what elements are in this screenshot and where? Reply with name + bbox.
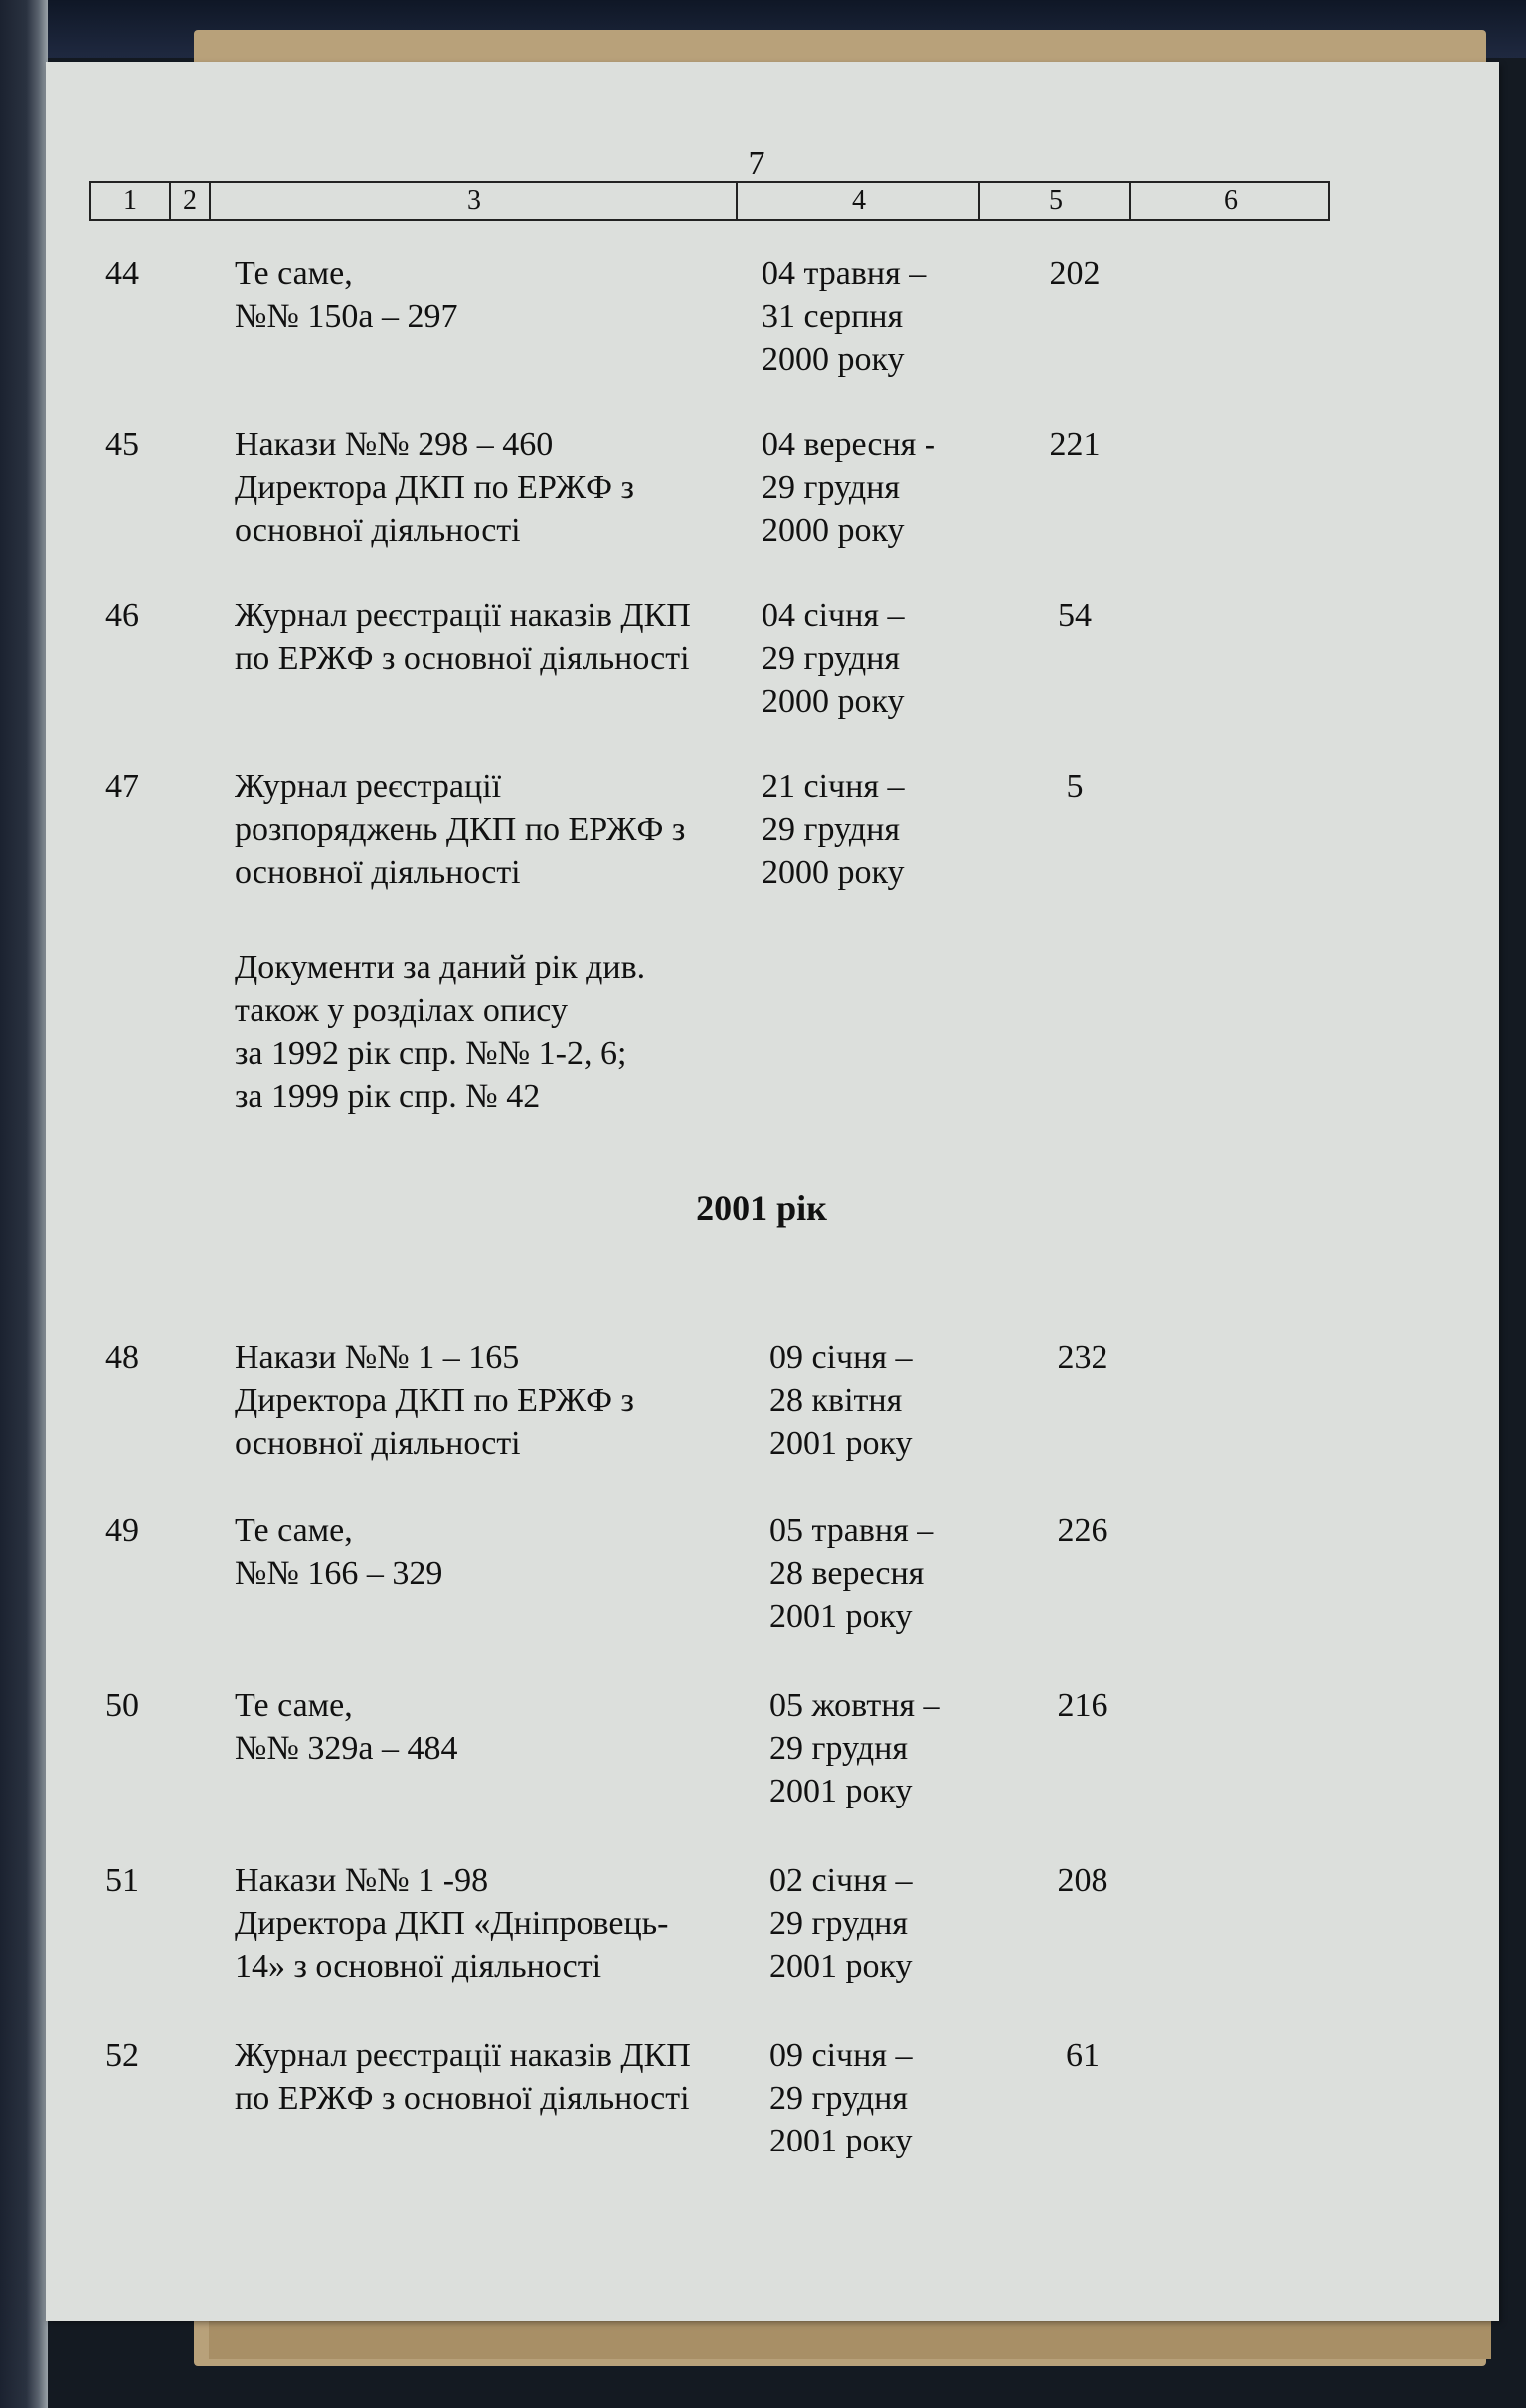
- file-number: 45: [105, 427, 139, 463]
- file-number: 47: [105, 769, 139, 805]
- file-sheet-count: 54: [1058, 598, 1092, 634]
- file-sheet-count: 226: [1057, 1512, 1108, 1549]
- file-sheet-count: 221: [1049, 427, 1101, 463]
- file-dates: 05 жовтня – 29 грудня 2001 року: [769, 1687, 940, 1809]
- page-number: 7: [748, 145, 765, 182]
- file-title: Накази №№ 298 – 460 Директора ДКП по ЕРЖФ з основної діяльності: [235, 427, 634, 549]
- file-title: Журнал реєстрації наказів ДКП по ЕРЖФ з основної діяльності: [235, 598, 691, 677]
- file-sheet-count: 208: [1057, 1862, 1108, 1899]
- file-title: Накази №№ 1 – 165 Директора ДКП по ЕРЖФ з основної діяльності: [235, 1339, 634, 1462]
- file-dates: 04 вересня - 29 грудня 2000 року: [762, 427, 936, 549]
- document-page: [46, 62, 1499, 2321]
- file-number: 49: [105, 1512, 139, 1549]
- file-sheet-count: 202: [1049, 256, 1101, 292]
- file-number: 51: [105, 1862, 139, 1899]
- file-number: 52: [105, 2037, 139, 2074]
- file-title: Накази №№ 1 -98 Директора ДКП «Дніпровець- 14» з основної діяльності: [235, 1862, 669, 1984]
- file-dates: 02 січня – 29 грудня 2001 року: [769, 1862, 913, 1984]
- file-title: Те саме, №№ 329а – 484: [235, 1687, 458, 1767]
- column-header-1: 1: [123, 185, 137, 216]
- file-dates: 09 січня – 28 квітня 2001 року: [769, 1339, 913, 1462]
- column-header-6: 6: [1129, 183, 1330, 219]
- file-title: Журнал реєстрації розпоряджень ДКП по ЕРЖФ з основної діяльності: [235, 769, 686, 891]
- cross-reference-note: Документи за даний рік див. також у розділах опису за 1992 рік спр. №№ 1-2, 6; за 1999 рік спр. № 42: [235, 949, 646, 1115]
- file-number: 48: [105, 1339, 139, 1376]
- file-title: Те саме, №№ 150а – 297: [235, 256, 458, 335]
- column-header-4: 4: [736, 183, 980, 219]
- binder-spine: [0, 0, 48, 2408]
- file-number: 44: [105, 256, 139, 292]
- year-heading: 2001 рік: [696, 1188, 827, 1228]
- column-header-3: 3: [209, 183, 738, 219]
- file-dates: 04 січня – 29 грудня 2000 року: [762, 598, 905, 720]
- column-header-2: 2: [169, 183, 209, 219]
- file-sheet-count: 232: [1057, 1339, 1108, 1376]
- file-title: Журнал реєстрації наказів ДКП по ЕРЖФ з основної діяльності: [235, 2037, 691, 2117]
- column-header-5: 5: [978, 183, 1131, 219]
- file-dates: 04 травня – 31 серпня 2000 року: [762, 256, 927, 378]
- file-dates: 05 травня – 28 вересня 2001 року: [769, 1512, 934, 1634]
- file-dates: 21 січня – 29 грудня 2000 року: [762, 769, 905, 891]
- file-sheet-count: 216: [1057, 1687, 1108, 1724]
- file-number: 50: [105, 1687, 139, 1724]
- column-header-row: [89, 181, 1330, 221]
- file-sheet-count: 5: [1066, 769, 1084, 805]
- file-number: 46: [105, 598, 139, 634]
- file-title: Те саме, №№ 166 – 329: [235, 1512, 443, 1592]
- file-sheet-count: 61: [1066, 2037, 1100, 2074]
- file-dates: 09 січня – 29 грудня 2001 року: [769, 2037, 913, 2159]
